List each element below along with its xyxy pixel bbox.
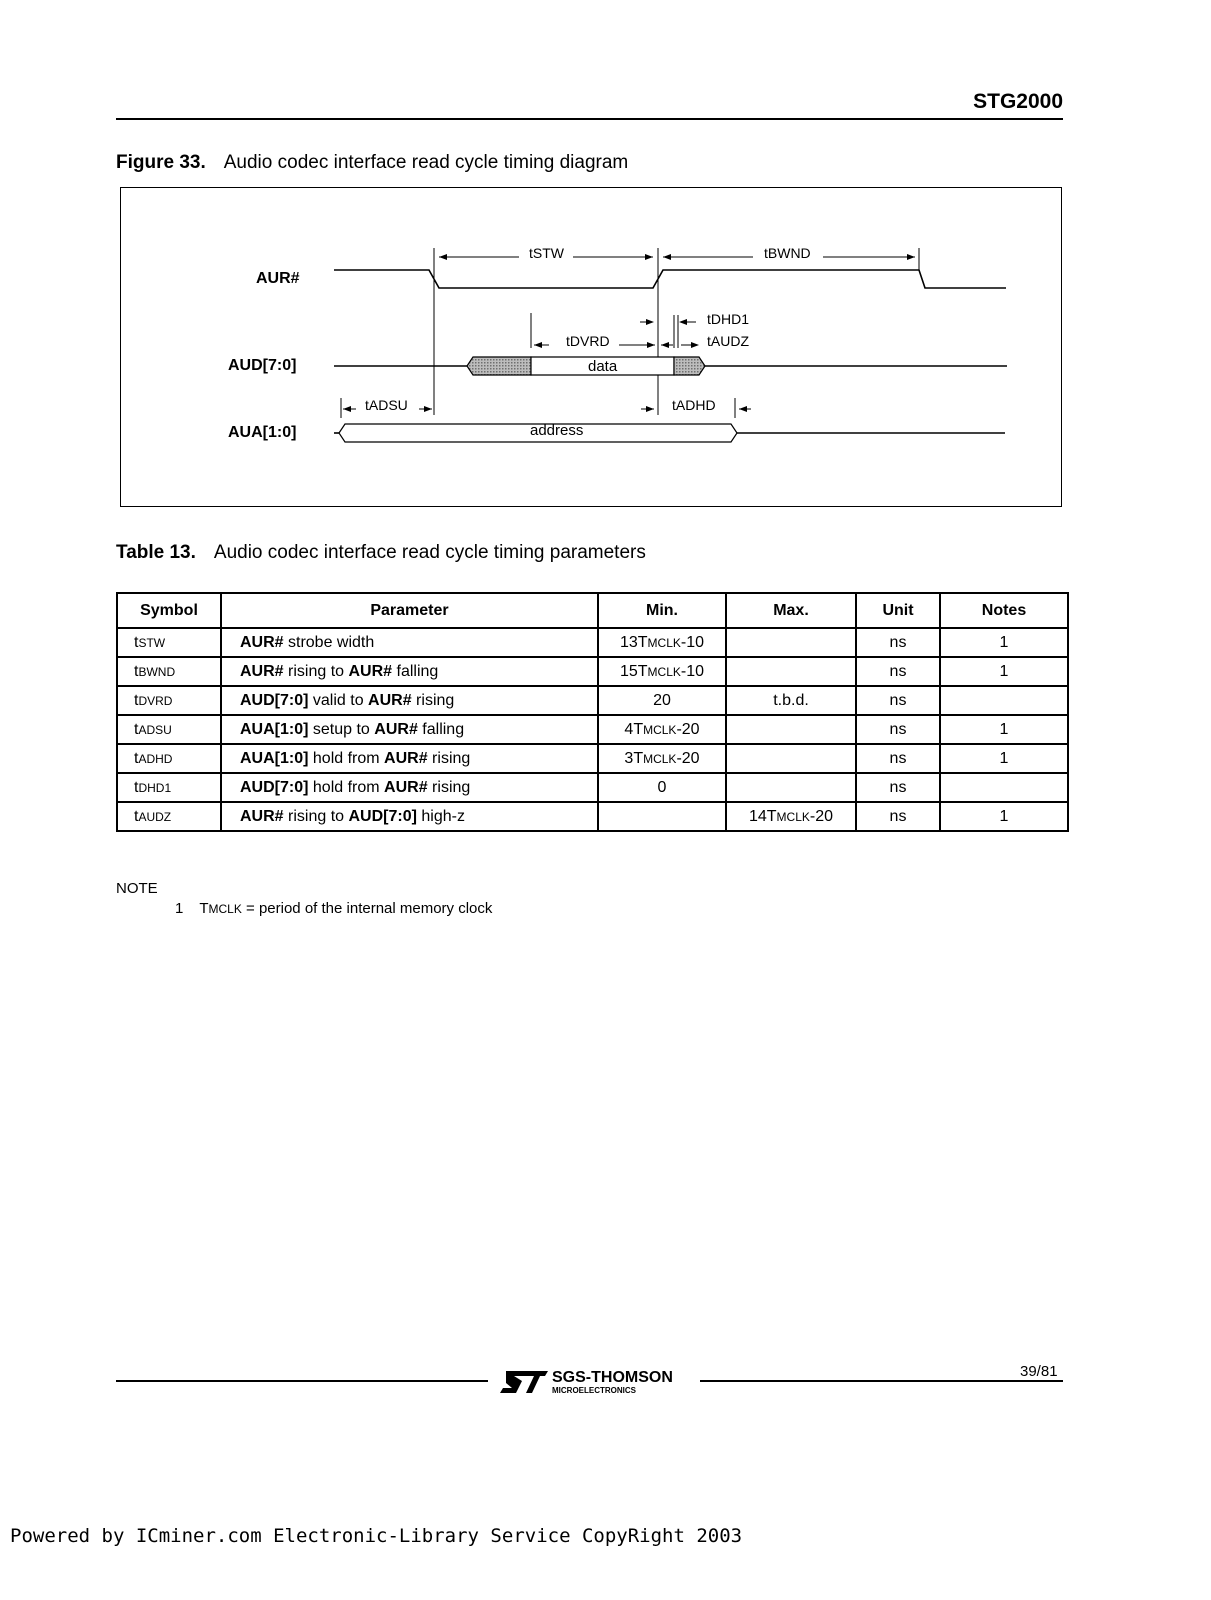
tadhd-arrow-right	[739, 406, 747, 412]
table-row	[117, 628, 1068, 657]
cell-notes: 1	[940, 744, 1068, 773]
timing-diagram	[120, 187, 1062, 507]
cell-symbol: tADSU	[117, 715, 221, 744]
signal-label-aur: AUR#	[256, 270, 300, 287]
table-caption	[116, 542, 646, 564]
brand-name: SGS-THOMSON	[552, 1369, 673, 1386]
aud-invalid-region-right	[674, 357, 705, 375]
cell-notes	[940, 686, 1068, 715]
table-row	[117, 802, 1068, 831]
cell-notes	[940, 773, 1068, 802]
figure-label: Figure 33.	[116, 152, 206, 173]
cell-symbol: tSTW	[117, 628, 221, 657]
tadsu-arrow-left	[343, 406, 351, 412]
cell-min: 4TMCLK-20	[598, 715, 726, 744]
label-tadsu: tADSU	[365, 397, 408, 413]
cell-notes: 1	[940, 657, 1068, 686]
table-label: Table 13.	[116, 542, 196, 563]
brand-sub: MICROELECTRONICS	[552, 1386, 636, 1395]
cell-min: 0	[598, 773, 726, 802]
cell-notes: 1	[940, 715, 1068, 744]
table-row	[117, 715, 1068, 744]
powered-by-banner: Powered by ICminer.com Electronic-Library Service CopyRight 2003	[10, 1525, 743, 1547]
tadsu-arrow-right	[424, 406, 432, 412]
cell-max	[726, 715, 856, 744]
note-symbol-sub: MCLK	[208, 902, 242, 916]
cell-unit: ns	[856, 773, 940, 802]
cell-unit: ns	[856, 802, 940, 831]
aua-address-label: address	[530, 422, 584, 439]
cell-max	[726, 628, 856, 657]
tdvrd-arrow-left	[534, 342, 542, 348]
table-row	[117, 744, 1068, 773]
tstw-arrow-right	[645, 254, 653, 260]
cell-parameter: AUA[1:0] setup to AUR# falling	[221, 715, 598, 744]
taudz-arrow-left	[661, 342, 669, 348]
cell-symbol: tAUDZ	[117, 802, 221, 831]
cell-min: 20	[598, 686, 726, 715]
st-logo-icon	[500, 1367, 700, 1397]
cell-max: 14TMCLK-20	[726, 802, 856, 831]
cell-symbol: tBWND	[117, 657, 221, 686]
cell-symbol: tADHD	[117, 744, 221, 773]
cell-max	[726, 773, 856, 802]
cell-max	[726, 657, 856, 686]
label-tadhd: tADHD	[672, 397, 716, 413]
table-row	[117, 657, 1068, 686]
aud-invalid-region-left	[467, 357, 531, 375]
document-title: STG2000	[973, 90, 1063, 113]
note-item	[175, 900, 492, 917]
tbwnd-arrow-left	[663, 254, 671, 260]
taudz-arrow-right	[691, 342, 699, 348]
label-tdhd1: tDHD1	[707, 311, 750, 327]
company-logo	[500, 1367, 700, 1402]
cell-unit: ns	[856, 628, 940, 657]
header-rule	[116, 118, 1063, 120]
aud-data-label: data	[588, 358, 618, 375]
cell-parameter: AUA[1:0] hold from AUR# rising	[221, 744, 598, 773]
tdvrd-arrow-right	[647, 342, 655, 348]
col-header-symbol: Symbol	[117, 593, 221, 628]
page-number: 39/81	[1020, 1363, 1058, 1380]
col-header-unit: Unit	[856, 593, 940, 628]
cell-max: t.b.d.	[726, 686, 856, 715]
cell-parameter: AUR# rising to AUD[7:0] high-z	[221, 802, 598, 831]
cell-unit: ns	[856, 686, 940, 715]
note-number: 1	[175, 900, 184, 917]
cell-symbol: tDVRD	[117, 686, 221, 715]
table-row	[117, 686, 1068, 715]
signal-label-aua: AUA[1:0]	[228, 424, 297, 441]
label-tstw: tSTW	[529, 245, 564, 261]
figure-caption	[116, 152, 628, 174]
cell-unit: ns	[856, 715, 940, 744]
note-text: = period of the internal memory clock	[241, 900, 493, 917]
label-tdvrd: tDVRD	[566, 333, 610, 349]
col-header-notes: Notes	[940, 593, 1068, 628]
footer-rule-right	[700, 1380, 1063, 1382]
table-body	[117, 628, 1068, 831]
table-header-row	[117, 593, 1068, 628]
cell-min	[598, 802, 726, 831]
cell-symbol: tDHD1	[117, 773, 221, 802]
timing-diagram-svg	[121, 188, 1061, 506]
figure-title: Audio codec interface read cycle timing diagram	[223, 152, 629, 173]
cell-max	[726, 744, 856, 773]
label-taudz: tAUDZ	[707, 333, 749, 349]
cell-unit: ns	[856, 744, 940, 773]
col-header-min: Min.	[598, 593, 726, 628]
signal-label-aud: AUD[7:0]	[228, 357, 297, 374]
cell-unit: ns	[856, 657, 940, 686]
note-heading: NOTE	[116, 880, 158, 897]
cell-parameter: AUR# strobe width	[221, 628, 598, 657]
cell-notes: 1	[940, 628, 1068, 657]
timing-parameters-table	[116, 592, 1069, 832]
col-header-parameter: Parameter	[221, 593, 598, 628]
cell-notes: 1	[940, 802, 1068, 831]
label-tbwnd: tBWND	[764, 245, 811, 261]
cell-min: 15TMCLK-10	[598, 657, 726, 686]
cell-min: 13TMCLK-10	[598, 628, 726, 657]
col-header-max: Max.	[726, 593, 856, 628]
cell-parameter: AUD[7:0] valid to AUR# rising	[221, 686, 598, 715]
cell-parameter: AUD[7:0] hold from AUR# rising	[221, 773, 598, 802]
tadhd-arrow-left	[646, 406, 654, 412]
note-symbol-t: T	[199, 900, 209, 917]
aur-waveform	[334, 270, 1006, 288]
cell-parameter: AUR# rising to AUR# falling	[221, 657, 598, 686]
tdhd1-arrow-right	[679, 319, 687, 325]
tbwnd-arrow-right	[907, 254, 915, 260]
cell-min: 3TMCLK-20	[598, 744, 726, 773]
footer-rule-left	[116, 1380, 488, 1382]
table-title: Audio codec interface read cycle timing parameters	[213, 542, 646, 563]
table-row	[117, 773, 1068, 802]
tstw-arrow-left	[439, 254, 447, 260]
tdhd1-arrow-left	[646, 319, 654, 325]
